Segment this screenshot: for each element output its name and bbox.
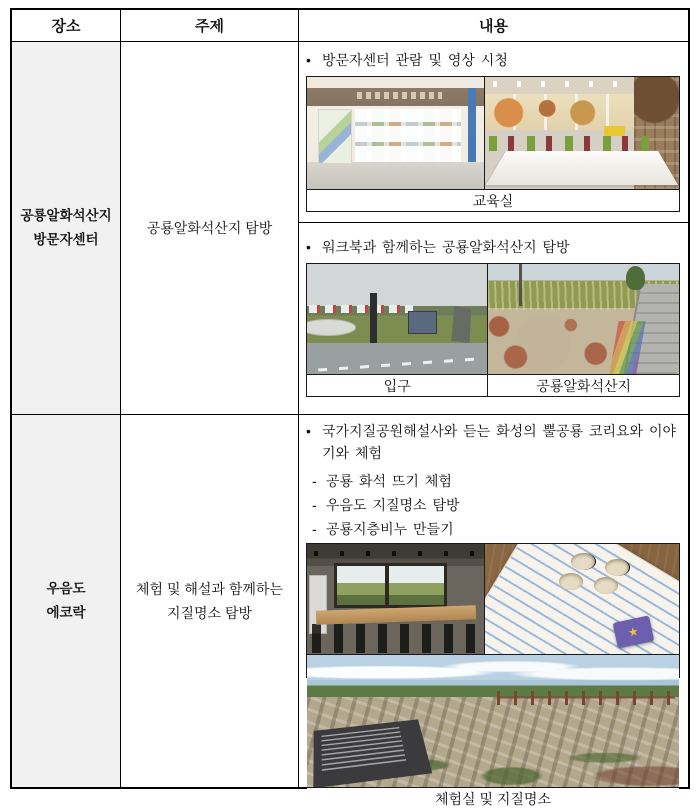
star-icon: ★	[626, 624, 641, 640]
classroom-chairs	[489, 136, 655, 151]
dash-item	[306, 469, 680, 493]
dash-text: 공룡 화석 뜨기 체험	[326, 473, 452, 489]
place-cell-visitor-center	[12, 42, 121, 414]
workshop-track-lights	[314, 551, 477, 556]
fossil-site-tree	[626, 266, 645, 290]
workshop-window-view	[334, 563, 448, 608]
place-line: 방문자센터	[33, 232, 99, 247]
bullet-marker: •	[306, 239, 311, 255]
caption-entrance: 입구	[383, 377, 411, 394]
photo-caption-pair	[307, 374, 679, 396]
workshop-window-frame	[385, 563, 389, 608]
table-header-row	[12, 10, 688, 42]
photo-strip	[307, 544, 679, 654]
content-section-video	[299, 42, 688, 223]
rocks-sky-clouds	[307, 655, 679, 684]
classroom-tables	[486, 151, 679, 186]
place-line: 에코락	[46, 605, 86, 620]
photo-box-experience-geosite	[306, 543, 680, 807]
fossil-site-red-plants	[488, 306, 625, 374]
caption-fossil-site: 공룡알화석산지	[487, 375, 679, 396]
caption-text: 교육실	[472, 192, 514, 209]
content-section-workbook-tour	[299, 223, 688, 414]
photo-caption	[307, 787, 679, 809]
photo-strip	[307, 264, 679, 374]
craft-plaster-cast	[571, 553, 596, 570]
craft-plaster-cast	[559, 573, 583, 590]
photo-geosite-rocks	[307, 654, 679, 787]
classroom-yellow-basket	[604, 126, 625, 136]
photo-workshop-room	[307, 544, 484, 654]
classroom-window-mural	[485, 94, 632, 130]
exhibit-map-poster	[318, 109, 352, 164]
dash-marker: -	[312, 521, 317, 537]
table-row-woeumdo	[12, 415, 688, 807]
exhibit-poster-grid	[355, 109, 461, 162]
content-cell-visitor-center	[299, 42, 688, 414]
bullet-text: 국가지질공원해설사와 듣는 화성의 뿔공룡 코리요와 이야기와 체험	[322, 423, 677, 461]
entrance-stone-sign	[451, 306, 471, 343]
bullet-item	[306, 49, 680, 71]
table-row-visitor-center	[12, 42, 688, 415]
bullet-item	[306, 236, 680, 258]
photo-classroom	[484, 77, 679, 189]
entrance-banners	[309, 305, 414, 314]
dash-marker: -	[312, 473, 317, 489]
entrance-road-dashes	[318, 358, 477, 372]
topic-cell-woeumdo	[121, 415, 299, 787]
entrance-info-board	[408, 311, 437, 334]
dash-marker: -	[312, 497, 317, 513]
exhibit-sign-text	[357, 92, 442, 100]
bullet-marker: •	[306, 52, 311, 68]
exhibit-blue-pillar	[468, 88, 475, 162]
caption-text: 체험실 및 지질명소	[435, 790, 551, 807]
photo-strip	[307, 77, 679, 189]
entrance-canopy	[307, 319, 356, 336]
bullet-text: 방문자센터 관람 및 영상 시청	[322, 52, 508, 68]
col-header-topic: 주제	[121, 10, 299, 41]
place-cell-woeumdo	[12, 415, 121, 787]
craft-plaster-cast	[594, 577, 618, 594]
workshop-long-table	[316, 605, 476, 625]
photo-box-entrance-fossil-site	[306, 263, 680, 397]
photo-entrance	[307, 264, 487, 374]
rocks-wood-fence	[497, 691, 676, 706]
topic-line: 지질명소 탐방	[166, 605, 253, 621]
photo-fossil-craft	[484, 544, 679, 654]
workshop-chairs	[312, 624, 479, 653]
entrance-gate-post	[370, 293, 377, 344]
photo-fossil-site	[487, 264, 679, 374]
topic-cell-visitor-center	[121, 42, 299, 414]
col-header-content: 내용	[299, 10, 688, 41]
program-table	[10, 8, 690, 807]
topic-line: 공룡알화석산지 탐방	[146, 220, 273, 236]
content-cell-woeumdo	[299, 415, 688, 807]
place-line: 우음도	[46, 581, 86, 596]
fossil-site-pole	[519, 264, 522, 306]
dash-item	[306, 493, 680, 517]
dash-text: 우음도 지질명소 탐방	[326, 497, 460, 513]
col-header-place: 장소	[12, 10, 121, 41]
bullet-marker: •	[306, 423, 311, 439]
topic-line: 체험 및 해설과 함께하는	[136, 581, 283, 597]
place-line: 공룡알화석산지	[20, 208, 112, 223]
photo-box-education-room	[306, 76, 680, 212]
photo-caption	[307, 189, 679, 211]
photo-visitor-center-exhibit	[307, 77, 484, 189]
rocks-sign-text-lines	[322, 727, 407, 771]
bullet-text: 워크북과 함께하는 공룡알화석산지 탐방	[322, 239, 570, 255]
dash-text: 공룡지층비누 만들기	[326, 521, 454, 537]
bullet-item	[306, 420, 680, 464]
dash-item	[306, 517, 680, 541]
